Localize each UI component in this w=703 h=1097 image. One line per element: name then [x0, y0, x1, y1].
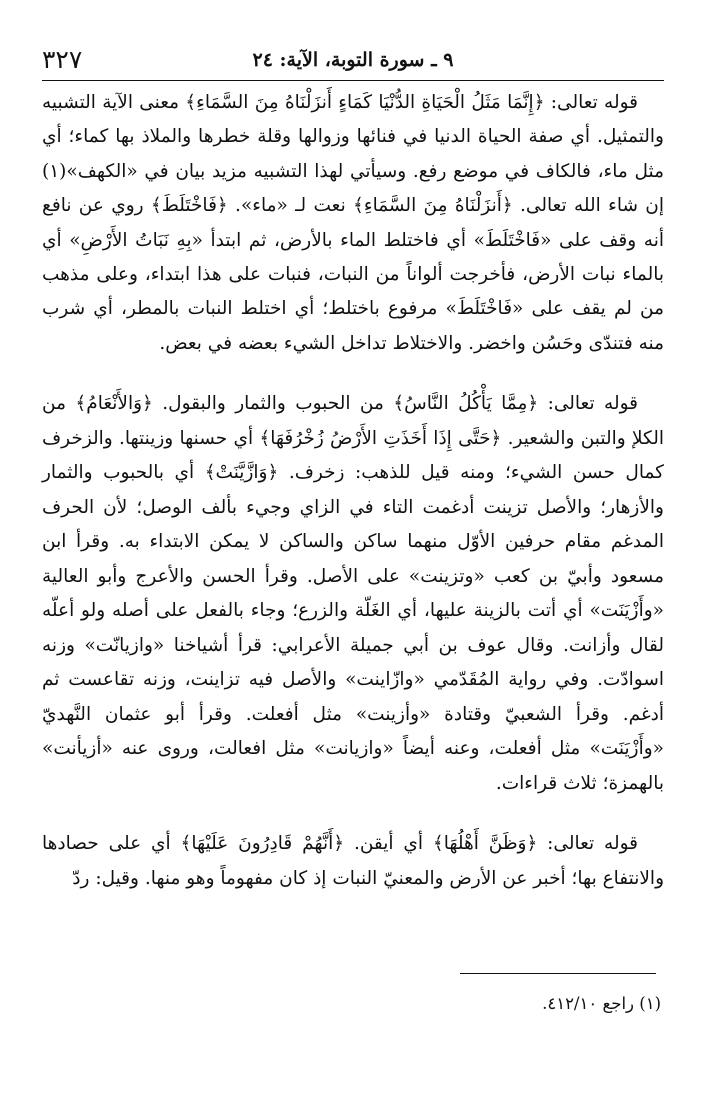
page-header — [42, 42, 664, 82]
surah-verse-title: ٩ ـ سورة التوبة، الآية: ٢٤ — [252, 49, 454, 71]
page-number: ٣٢٧ — [42, 45, 83, 74]
paragraph: قوله تعالى: ﴿إِنَّمَا مَثَلُ الْحَيَاةِ الدُّنْيَا كَمَاءٍ أَنزَلْنَاهُ مِنَ السَّمَاءِ﴾ معنى الآية التشبيه والتمثيل. أي صفة الحياة الدنيا في فنائها وزوالها وقلة خطرها والملاذ بها كماء؛ أي مثل ماء، فالكاف في موضع رفع. وسيأتي لهذا التشبيه مزيد بيان في «الكهف»(١) إن شاء الله تعالى. ﴿أَنزَلْنَاهُ مِنَ السَّمَاءِ﴾ نعت لـ «ماء». ﴿فَاخْتَلَطَ﴾ روي عن نافع أنه وقف على «فَاخْتَلَطَ» أي فاختلط الماء بالأرض، ثم ابتدأ «بِهِ نَبَاتُ الأَرْضِ» أي بالماء نبات الأرض، فأخرجت ألواناً من النبات، فنبات على هذا ابتداء، وعلى مذهب من لم يقف على «فَاخْتَلَطَ» مرفوع باختلط؛ أي اختلط النبات بالمطر، أي شرب منه فتندّى وحَسُن واخضر. والاختلاط تداخل الشيء بعضه في بعض. — [42, 92, 664, 354]
paragraph: قوله تعالى: ﴿وَظَنَّ أَهْلُهَا﴾ أي أيقن. ﴿أَنَّهُمْ قَادِرُونَ عَلَيْهَا﴾ أي على حصادها والانتفاع بها؛ أخبر عن الأرض والمعنيّ النبات إذ كان مفهوماً وهو منها. وقيل: ردّ — [42, 833, 664, 889]
footnote: (١) راجع ٤١٢/١٠. — [542, 994, 661, 1013]
footnote-divider — [460, 973, 656, 974]
main-text — [42, 86, 664, 922]
header-divider — [42, 80, 664, 81]
paragraph: قوله تعالى: ﴿مِمَّا يَأْكُلُ النَّاسُ﴾ من الحبوب والثمار والبقول. ﴿وَالأَنْعَامُ﴾ من الكلإ والتبن والشعير. ﴿حَتَّى إِذَا أَخَذَتِ الأَرْضُ زُخْرُفَهَا﴾ أي حسنها وزينتها. والزخرف كمال حسن الشيء؛ ومنه قيل للذهب: زخرف. ﴿وَازَّيَّنَتْ﴾ أي بالحبوب والثمار والأزهار؛ والأصل تزينت أدغمت التاء في الزاي وجيء بألف الوصل؛ لأن الحرف المدغم مقام حرفين الأوّل منهما ساكن والساكن لا يمكن الابتداء به. وقرأ ابن مسعود وأبيّ بن كعب «وتزينت» على الأصل. وقرأ الحسن والأعرج وأبو العالية «وأَزْيَنَت» أي أتت بالزينة عليها، أي الغَلّة والزرع؛ وجاء بالفعل على أصله ولو أعلّه لقال وأزانت. وقال عوف بن أبي جميلة الأعرابي: قرأ أشياخنا «وازيانّت» وزنه اسوادّت. وفي رواية المُقَدّمي «وازّاينت» والأصل فيه تزاينت، وزنه تقاعست ثم أدغم. وقرأ الشعبيّ وقتادة «وأزينت» مثل أفعلت. وقرأ أبو عثمان النَّهديّ «وأَزْيَنَت» مثل أفعلت، وعنه أيضاً «وازيانت» مثل افعالت، وروى عنه «أزيأنت» بالهمزة؛ ثلاث قراءات. — [42, 393, 664, 794]
